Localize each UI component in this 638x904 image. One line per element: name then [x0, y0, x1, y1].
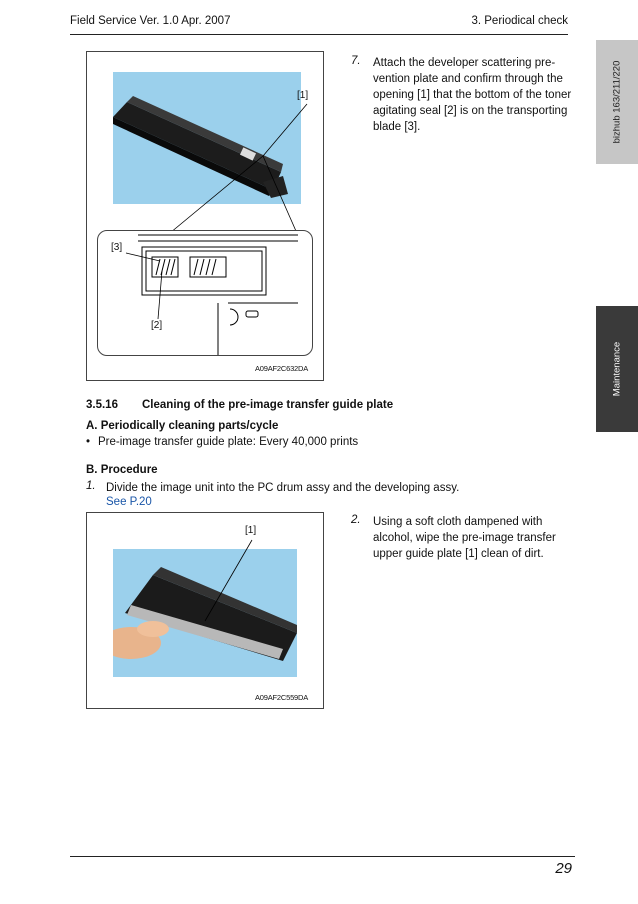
- side-tab-section: [596, 306, 638, 432]
- section-number: 3.5.16: [86, 399, 118, 411]
- step-1-text: Divide the image unit into the PC drum assy and the developing assy.: [106, 482, 460, 494]
- bullet: •: [86, 436, 91, 448]
- section-title: Cleaning of the pre-image transfer guide plate: [142, 399, 394, 411]
- see-page-link[interactable]: See P.20: [106, 496, 152, 508]
- side-tab-model-label: bizhub 163/211/220: [611, 60, 623, 144]
- figure-1-detail-view: [97, 230, 313, 356]
- page-number: 29: [555, 860, 572, 877]
- figure-2-callout-1: [1]: [245, 525, 257, 536]
- figure-2: [86, 512, 324, 709]
- detail-drawing: [98, 231, 312, 355]
- footer-rule: [70, 856, 575, 857]
- subsection-a-item: Pre-image transfer guide plate: Every 40,000 prints: [98, 436, 359, 448]
- subsection-b-title: B. Procedure: [86, 464, 158, 476]
- header-right: 3. Periodical check: [471, 15, 568, 27]
- header-left: Field Service Ver. 1.0 Apr. 2007: [70, 15, 231, 27]
- figure-1: [86, 51, 324, 381]
- figure-1-code: A09AF2C632DA: [255, 364, 309, 373]
- figure-1-callout-3: [3]: [111, 242, 123, 253]
- step-1-number: 1.: [86, 480, 96, 492]
- step-7-number: 7.: [351, 55, 361, 67]
- figure-1-callout-2: [2]: [151, 320, 163, 331]
- step-7-text: Attach the developer scattering pre-vention plate and confirm through the opening [1] that the bottom of the toner agitating seal [2] is on the transporting blade [3].: [373, 57, 572, 133]
- step-2-text: Using a soft cloth dampened with alcohol, wipe the pre-image transfer upper guide plate [1] clean of dirt.: [373, 516, 556, 560]
- figure-2-leader-line: [87, 513, 323, 708]
- subsection-a-title: A. Periodically cleaning parts/cycle: [86, 420, 279, 432]
- header-rule: [70, 34, 568, 35]
- figure-2-code: A09AF2C559DA: [255, 693, 309, 702]
- figure-1-callout-1: [1]: [297, 90, 309, 101]
- side-tab-model: [596, 40, 638, 164]
- step-2-number: 2.: [351, 514, 361, 526]
- side-tab-section-label: Maintenance: [611, 341, 623, 397]
